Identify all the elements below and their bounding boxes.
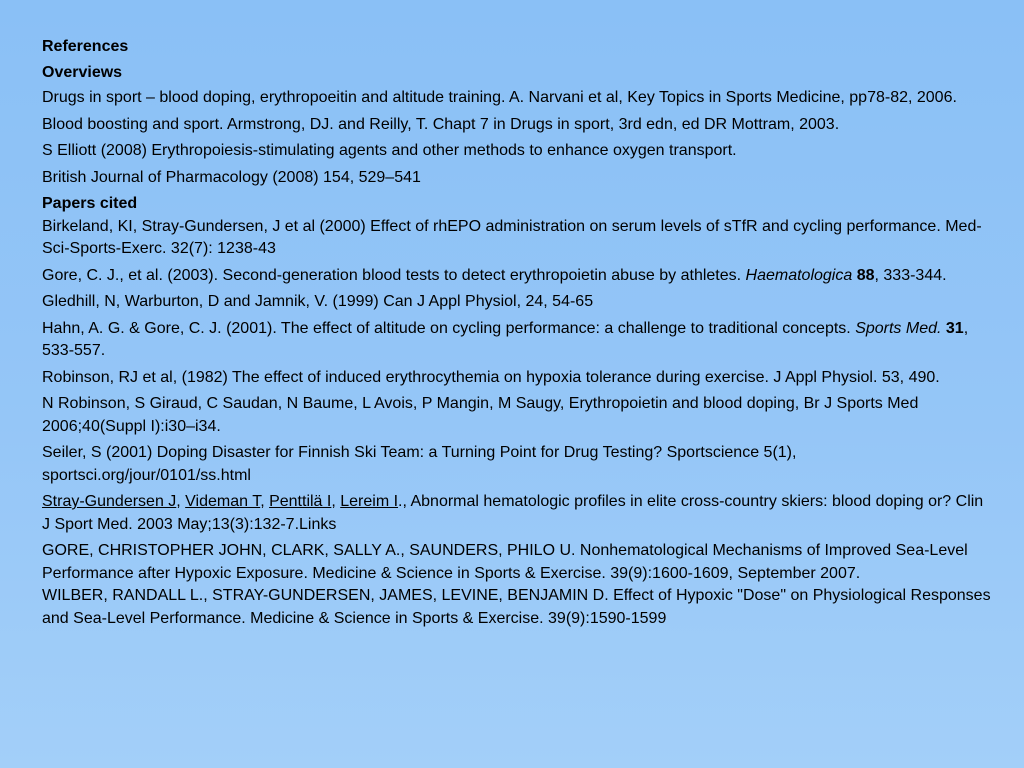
slide-body xyxy=(42,36,992,634)
journal-volume: 88 xyxy=(856,266,875,284)
author-link-penttila[interactable]: Penttilä I xyxy=(269,493,332,510)
reference-hahn xyxy=(42,318,992,363)
reference-gore-caps: GORE, CHRISTOPHER JOHN, CLARK, SALLY A., SAUNDERS, PHILO U. Nonhematological Mechanisms of Improved Sea-Level Performance after Hypoxic Exposure. Medicine & Science in Sports & Exercise. 39(9):1600-1609, September 2007. xyxy=(42,542,968,582)
separator: , xyxy=(260,493,270,510)
reference-seiler: Seiler, S (2001) Doping Disaster for Finnish Ski Team: a Turning Point for Drug Testing? Sportscience 5(1), sportsci.org/jour/0101/ss.html xyxy=(42,444,797,484)
reference-text: Hahn, A. G. & Gore, C. J. (2001). The effect of altitude on cycling performance: a challenge to traditional concepts. xyxy=(42,319,856,337)
reference-birkeland: Birkeland, KI, Stray-Gundersen, J et al (2000) Effect of rhEPO administration on serum levels of sTfR and cycling performance. Med-Sci-Sports-Exerc. 32(7): 1238-43 xyxy=(42,217,982,257)
papers-cited-heading: Papers cited xyxy=(42,195,138,212)
journal-pages: , 333-344. xyxy=(874,266,947,284)
author-link-lereim[interactable]: Lereim I xyxy=(340,493,399,510)
separator: , xyxy=(331,493,341,510)
overview-item: British Journal of Pharmacology (2008) 154, 529–541 xyxy=(42,168,421,186)
references-title: References xyxy=(42,38,129,55)
overviews-heading: Overviews xyxy=(42,63,123,81)
author-link-stray-gundersen[interactable]: Stray-Gundersen J xyxy=(42,493,177,510)
reference-robinson-n: N Robinson, S Giraud, C Saudan, N Baume, L Avois, P Mangin, M Saugy, Erythropoietin and blood doping, Br J Sports Med 2006;40(Suppl I):i30–i34. xyxy=(42,395,919,435)
reference-gore-2003 xyxy=(42,265,992,288)
reference-text: ., Abnormal hematologic profiles in elite cross-country skiers: blood doping or? Clin J Sport Med. 2003 May;13(3):132-7.Links xyxy=(42,493,984,533)
journal-volume: 31 xyxy=(945,319,964,337)
reference-stray-gundersen xyxy=(42,491,992,536)
author-link-videman[interactable]: Videman T xyxy=(185,493,261,510)
journal-name: Haematologica xyxy=(745,266,853,284)
journal-pages: , 533-557. xyxy=(42,319,969,359)
reference-wilber: WILBER, RANDALL L., STRAY-GUNDERSEN, JAMES, LEVINE, BENJAMIN D. Effect of Hypoxic "Dose" on Physiological Responses and Sea-Level Performance. Medicine & Science in Sports & Exercise. 39(9):1590-1599 xyxy=(42,587,991,627)
journal-name: Sports Med. xyxy=(855,319,942,337)
overview-item: S Elliott (2008) Erythropoiesis-stimulating agents and other methods to enhance oxygen transport. xyxy=(42,142,737,159)
reference-text: Gore, C. J., et al. (2003). Second-generation blood tests to detect erythropoietin abuse by athletes. xyxy=(42,266,746,284)
reference-gledhill: Gledhill, N, Warburton, D and Jamnik, V. (1999) Can J Appl Physiol, 24, 54-65 xyxy=(42,293,594,310)
reference-robinson-rj: Robinson, RJ et al, (1982) The effect of induced erythrocythemia on hypoxia tolerance during exercise. J Appl Physiol. 53, 490. xyxy=(42,368,940,386)
overview-item: Blood boosting and sport. Armstrong, DJ. and Reilly, T. Chapt 7 in Drugs in sport, 3rd edn, ed DR Mottram, 2003. xyxy=(42,115,840,133)
separator: , xyxy=(176,493,186,510)
overview-item: Drugs in sport – blood doping, erythropoeitin and altitude training. A. Narvani et al, Key Topics in Sports Medicine, pp78-82, 2006. xyxy=(42,89,957,106)
